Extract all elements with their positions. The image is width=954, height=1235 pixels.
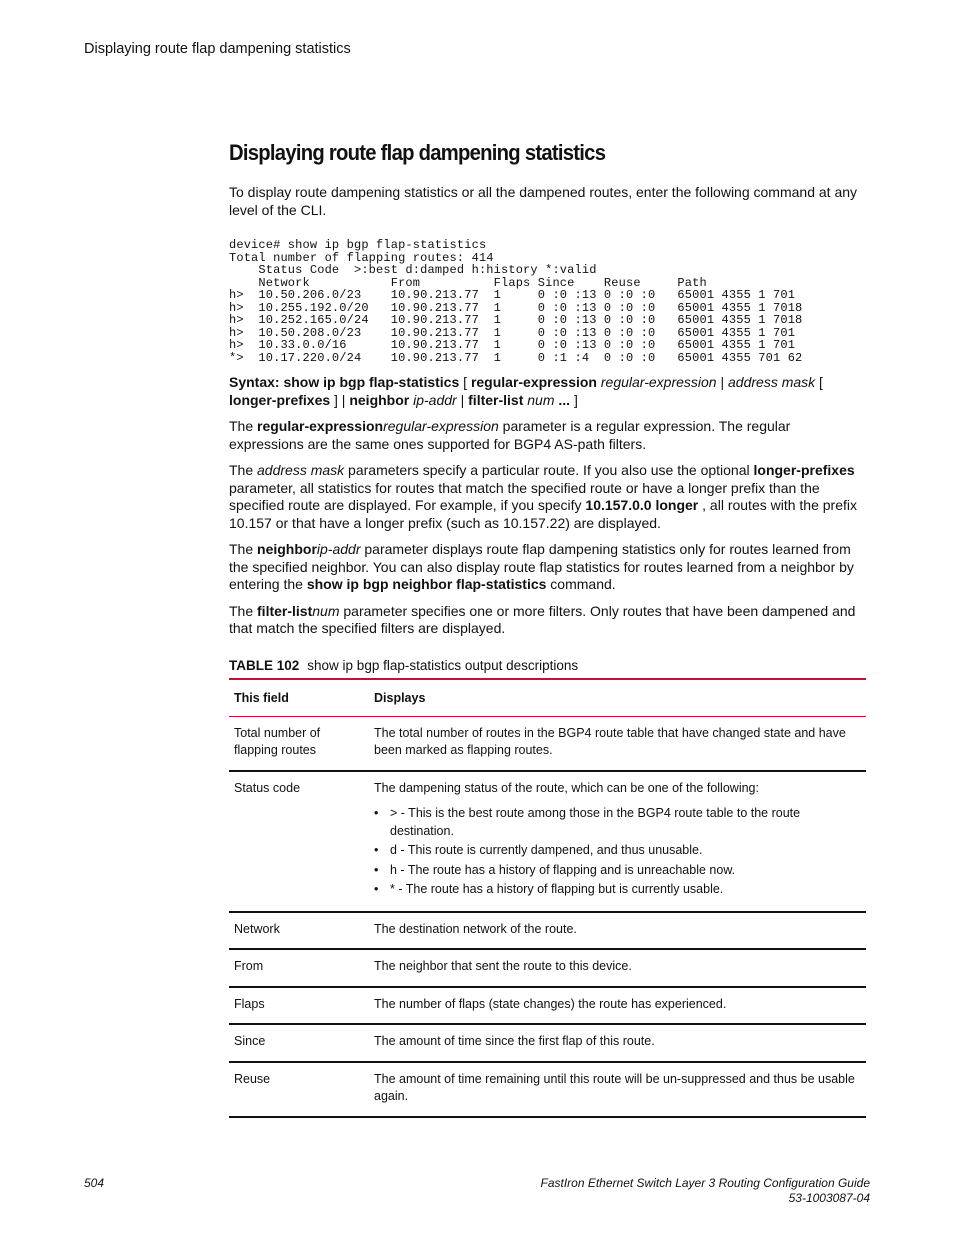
header-displays: Displays — [374, 690, 426, 705]
table-row — [229, 1024, 866, 1062]
list-item: • * - The route has a history of flapping but is currently usable. — [374, 881, 861, 899]
neighbor-paragraph: The neighborip-addr parameter displays route flap dampening statistics only for routes learned from the specified neighbor. You can also display route flap statistics for routes learned from a neighbor by entering the show ip bgp neighbor flap-statistics command. — [229, 541, 854, 592]
cli-line: h> 10.50.208.0/23 10.90.213.77 1 0 :0 :13 0 :0 :0 65001 4355 1 701 — [229, 325, 796, 340]
list-item: • d - This route is currently dampened, and thus unusable. — [374, 842, 861, 860]
table-row — [229, 949, 866, 987]
cli-line: h> 10.50.206.0/23 10.90.213.77 1 0 :0 :13 0 :0 :0 65001 4355 1 701 — [229, 288, 796, 302]
table-cell-desc: The destination network of the route. — [374, 921, 577, 936]
filter-list-paragraph: The filter-listnum parameter specifies one or more filters. Only routes that have been dampened and that match the specified filters are displayed. — [229, 602, 856, 636]
table-cell-field: Total number of flapping routes — [234, 725, 321, 757]
table-row — [229, 1062, 866, 1117]
intro-paragraph: To display route dampening statistics or all the dampened routes, enter the following command at any level of the CLI. — [229, 184, 858, 218]
table-cell-desc: The number of flaps (state changes) the route has experienced. — [374, 996, 727, 1011]
table-cell-desc: The amount of time since the first flap of this route. — [374, 1034, 655, 1048]
cli-line: h> 10.33.0.0/16 10.90.213.77 1 0 :0 :13 0 :0 :0 65001 4355 1 701 — [229, 338, 796, 352]
status-code-desc: The dampening status of the route, which can be one of the following: — [374, 780, 759, 795]
table-cell-desc: The total number of routes in the BGP4 route table that have changed state and have been marked as flapping routes. — [374, 725, 846, 757]
cli-line: device# show ip bgp flap-statistics — [229, 238, 487, 252]
table-cell-desc — [364, 771, 866, 912]
table-cell-desc: The neighbor that sent the route to this device. — [374, 959, 632, 973]
table-cell-field: Reuse — [234, 1071, 271, 1086]
running-header: Displaying route flap dampening statistics — [84, 41, 351, 57]
output-descriptions-table — [229, 678, 866, 1118]
cli-line: Status Code >:best d:damped h:history *:valid — [229, 263, 597, 277]
doc-number: 53-1003087-04 — [788, 1191, 870, 1205]
table-cell-field: Since — [234, 1034, 266, 1048]
table-cell-field: Network — [234, 921, 280, 936]
table-cell-field: From — [234, 959, 264, 973]
table-cell-desc: The amount of time remaining until this route will be un-suppressed and thus be usable again. — [374, 1071, 855, 1103]
cli-line: Total number of flapping routes: 414 — [229, 250, 494, 265]
doc-title: FastIron Ethernet Switch Layer 3 Routing Configuration Guide — [540, 1176, 870, 1190]
table-caption: TABLE 102 show ip bgp flap-statistics output descriptions — [229, 657, 579, 673]
table-row — [229, 716, 866, 771]
cli-output-block — [229, 239, 866, 364]
footer-doc-info — [540, 1176, 870, 1206]
table-row — [229, 987, 866, 1025]
cli-line: *> 10.17.220.0/24 10.90.213.77 1 0 :1 :4 0 :0 :0 65001 4355 701 62 — [229, 350, 803, 365]
section-title: Displaying route flap dampening statistics — [229, 140, 606, 165]
table-cell-field: Flaps — [234, 996, 265, 1011]
cli-line: Network From Flaps Since Reuse Path — [229, 275, 707, 290]
address-mask-paragraph: The address mask parameters specify a particular route. If you also use the optional longer-prefixes parameter, all statistics for routes that match the specified route or have a longer prefix than the specified route are displayed. For example, if you specify 10.157.0.0 longer , all routes with the prefix 10.157 or that have a longer prefix (such as 10.157.22) are displayed. — [229, 462, 857, 531]
table-row — [229, 771, 866, 912]
table-header-row — [229, 679, 866, 717]
header-this-field: This field — [234, 690, 289, 705]
table-row — [229, 912, 866, 950]
list-item: • h - The route has a history of flapping and is unreachable now. — [374, 862, 861, 880]
cli-line: h> 10.252.165.0/24 10.90.213.77 1 0 :0 :13 0 :0 :0 65001 4355 1 7018 — [229, 313, 803, 327]
page-number: 504 — [84, 1176, 105, 1190]
status-code-list — [374, 805, 861, 899]
page-content — [229, 140, 866, 1118]
syntax-line: Syntax: show ip bgp flap-statistics [ regular-expression regular-expression | address mask [ longer-prefixes ] | neighbor ip-addr | filter-list num ... ] — [229, 374, 823, 408]
list-item: • > - This is the best route among those in the BGP4 route table to the route destination. — [374, 805, 861, 840]
cli-line: h> 10.255.192.0/20 10.90.213.77 1 0 :0 :13 0 :0 :0 65001 4355 1 7018 — [229, 300, 803, 315]
regex-paragraph: The regular-expressionregular-expression parameter is a regular expression. The regular expressions are the same ones supported for BGP4 AS-path filters. — [229, 418, 791, 452]
table-cell-field: Status code — [234, 780, 301, 795]
